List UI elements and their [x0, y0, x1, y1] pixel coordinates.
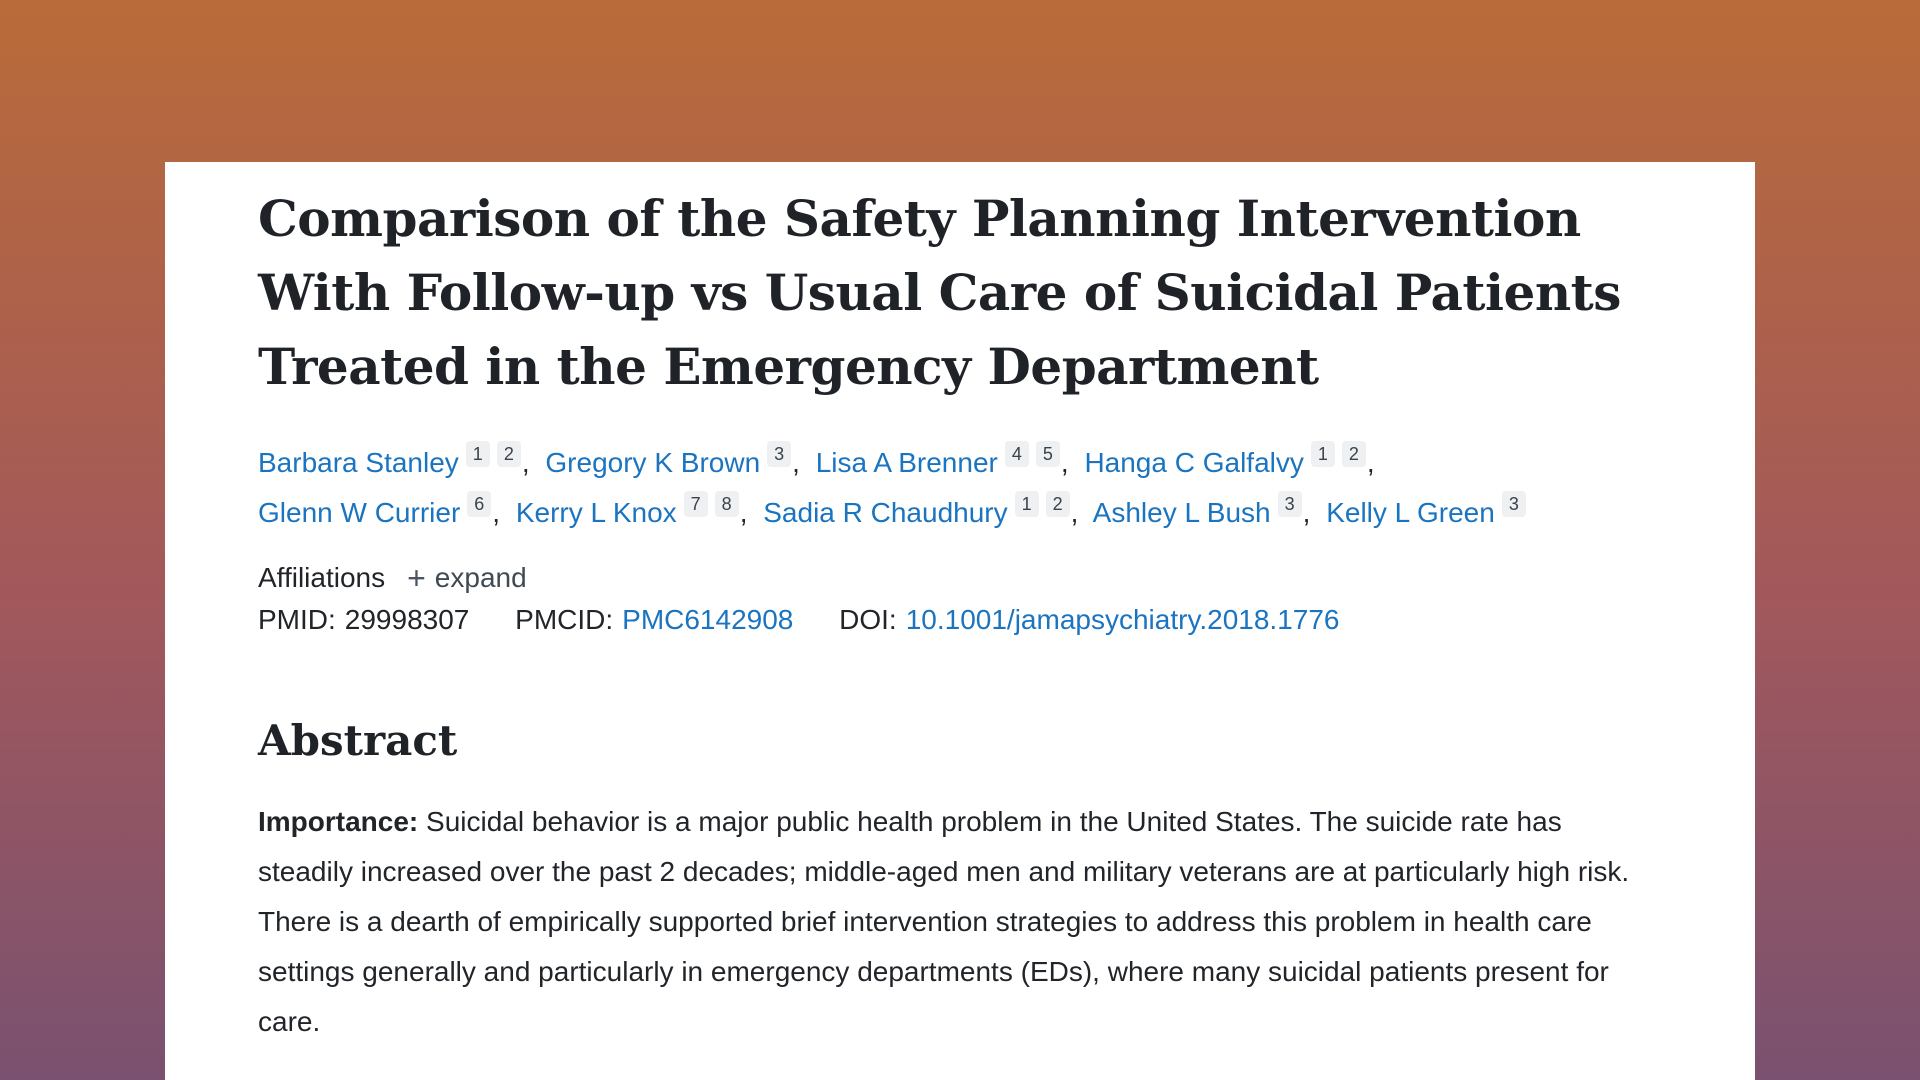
affiliation-superscript: 2 — [1342, 441, 1366, 467]
author-separator: , — [1302, 497, 1311, 528]
author-link[interactable]: Kelly L Green — [1326, 497, 1495, 528]
affiliation-superscript: 3 — [767, 441, 791, 467]
author — [1092, 494, 1327, 528]
affiliation-superscript: 2 — [497, 441, 521, 467]
article-title-line: Comparison of the Safety Planning Intervention — [258, 189, 1581, 248]
affiliation-superscript: 1 — [1015, 491, 1039, 517]
affiliations-label: Affiliations — [258, 562, 386, 593]
pmid-label: PMID: — [258, 604, 336, 635]
plus-icon: + — [407, 560, 426, 596]
authors-line-2 — [258, 488, 1695, 538]
pmid-item — [258, 604, 477, 635]
affiliation-superscript: 1 — [466, 441, 490, 467]
abstract-heading: Abstract — [258, 716, 458, 765]
affiliation-superscript: 5 — [1036, 441, 1060, 467]
author-link[interactable]: Barbara Stanley — [258, 447, 459, 478]
affiliation-superscript: 3 — [1278, 491, 1302, 517]
author-link[interactable]: Ashley L Bush — [1092, 497, 1271, 528]
affiliation-superscript: 6 — [467, 491, 491, 517]
author — [815, 444, 1085, 478]
affiliation-superscript: 2 — [1046, 491, 1070, 517]
abstract-paragraph — [258, 797, 1658, 1047]
author — [258, 494, 516, 528]
author — [515, 494, 763, 528]
author — [1326, 494, 1535, 528]
author — [1084, 444, 1382, 478]
expand-label: expand — [434, 562, 527, 593]
affiliation-superscript: 1 — [1311, 441, 1335, 467]
authors-line-1 — [258, 438, 1695, 488]
affiliation-superscript: 3 — [1502, 491, 1526, 517]
author-link[interactable]: Glenn W Currier — [258, 497, 461, 528]
importance-text: Suicidal behavior is a major public health problem in the United States. The suicide rate has steadily increased over the past 2 decades; middle-aged men and military veterans are at particularly high risk. There is a dearth of empirically supported brief intervention strategies to address this problem in health care settings generally and particularly in emergency departments (EDs), where many suicidal patients present for care. — [258, 806, 1630, 1037]
author-separator: , — [492, 497, 501, 528]
pmcid-label: PMCID: — [515, 604, 614, 635]
author-separator: , — [1070, 497, 1079, 528]
article-card — [165, 162, 1755, 1080]
affiliations-expand-button[interactable] — [407, 562, 527, 594]
affiliation-superscript: 7 — [684, 491, 708, 517]
doi-link[interactable]: 10.1001/jamapsychiatry.2018.1776 — [905, 604, 1340, 635]
affiliation-superscript: 4 — [1005, 441, 1029, 467]
author-separator: , — [792, 447, 800, 478]
doi-label: DOI: — [839, 604, 897, 635]
author — [763, 494, 1092, 528]
article-title-line: Treated in the Emergency Department — [258, 337, 1319, 396]
author-separator: , — [521, 447, 530, 478]
importance-label: Importance: — [258, 806, 419, 837]
identifiers-row — [258, 604, 1695, 636]
author — [258, 444, 545, 478]
author-separator: , — [1060, 447, 1069, 478]
author-separator: , — [1366, 447, 1375, 478]
article-title — [258, 182, 1695, 404]
author-separator: , — [739, 497, 748, 528]
article-title-line: With Follow-up vs Usual Care of Suicidal Patients — [258, 263, 1621, 322]
pmcid-link[interactable]: PMC6142908 — [622, 604, 794, 635]
author-link[interactable]: Lisa A Brenner — [815, 447, 998, 478]
pmid-value: 29998307 — [344, 604, 470, 635]
authors-list — [258, 438, 1695, 538]
affiliation-superscript: 8 — [715, 491, 739, 517]
doi-item — [839, 604, 1339, 635]
affiliations-row — [258, 562, 1695, 594]
pmcid-item — [515, 604, 801, 635]
author — [545, 444, 815, 478]
author-link[interactable]: Sadia R Chaudhury — [763, 497, 1008, 528]
author-link[interactable]: Hanga C Galfalvy — [1084, 447, 1304, 478]
author-link[interactable]: Kerry L Knox — [515, 497, 677, 528]
author-link[interactable]: Gregory K Brown — [545, 447, 761, 478]
